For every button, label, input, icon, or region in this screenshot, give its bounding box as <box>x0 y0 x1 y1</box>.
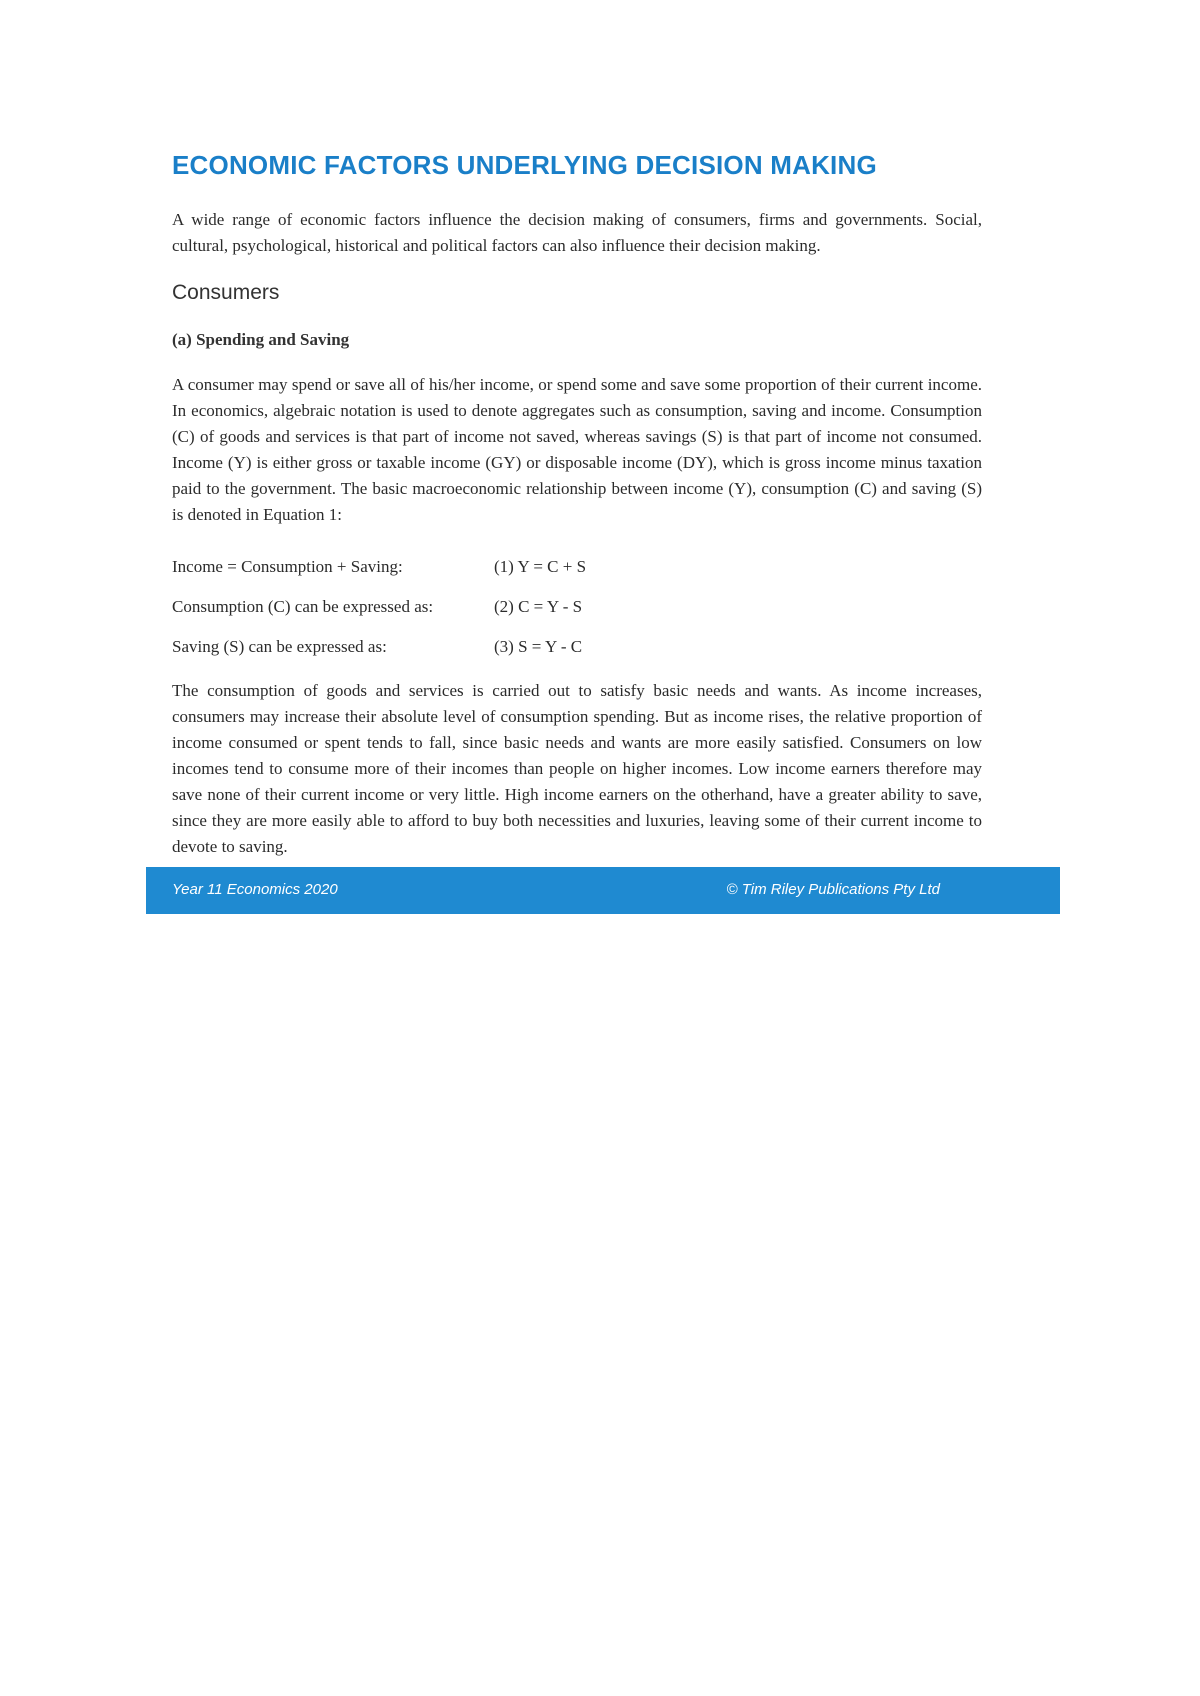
equation-expression: (3) S = Y - C <box>494 637 583 656</box>
intro-paragraph: A wide range of economic factors influence the decision making of consumers, firms and governments. Social, cultural, psychological, historical and political factors can also influence their decision making. <box>172 210 982 255</box>
equation-row <box>172 597 772 637</box>
section-heading: Consumers <box>172 281 280 304</box>
equations-list <box>172 557 772 677</box>
equation-row <box>172 637 772 677</box>
equation-label: Saving (S) can be expressed as: <box>172 637 387 656</box>
body-paragraph-consumption: The consumption of goods and services is carried out to satisfy basic needs and wants. As income increases, consumers may increase their absolute level of consumption spending. But as income rises, the relative proportion of income consumed or spent tends to fall, since basic needs and wants are more easily satisfied. Consumers on low incomes tend to consume more of their incomes than people on higher incomes. Low income earners therefore may save none of their current income or very little. High income earners on the otherhand, have a greater ability to save, since they are more easily able to afford to buy both necessities and luxuries, leaving some of their current income to devote to saving. <box>172 681 982 856</box>
page-title: ECONOMIC FACTORS UNDERLYING DECISION MAKING <box>172 150 877 180</box>
equation-row <box>172 557 772 597</box>
equation-expression: (2) C = Y - S <box>494 597 583 616</box>
equation-label: Income = Consumption + Saving: <box>172 557 403 576</box>
equation-label: Consumption (C) can be expressed as: <box>172 597 434 616</box>
body-paragraph-spending-saving: A consumer may spend or save all of his/her income, or spend some and save some proportion of their current income. In economics, algebraic notation is used to denote aggregates such as consumption, saving and income. Consumption (C) of goods and services is that part of income not saved, whereas savings (S) is that part of income not consumed. Income (Y) is either gross or taxable income (GY) or disposable income (DY), which is gross income minus taxation paid to the government. The basic macroeconomic relationship between income (Y), consumption (C) and saving (S) is denoted in Equation 1: <box>172 375 982 524</box>
footer-bar <box>146 867 1060 914</box>
subheading: (a) Spending and Saving <box>172 330 350 349</box>
footer-copyright: © Tim Riley Publications Pty Ltd <box>726 881 940 898</box>
equation-expression: (1) Y = C + S <box>494 557 587 576</box>
footer-course-label: Year 11 Economics 2020 <box>172 881 338 898</box>
